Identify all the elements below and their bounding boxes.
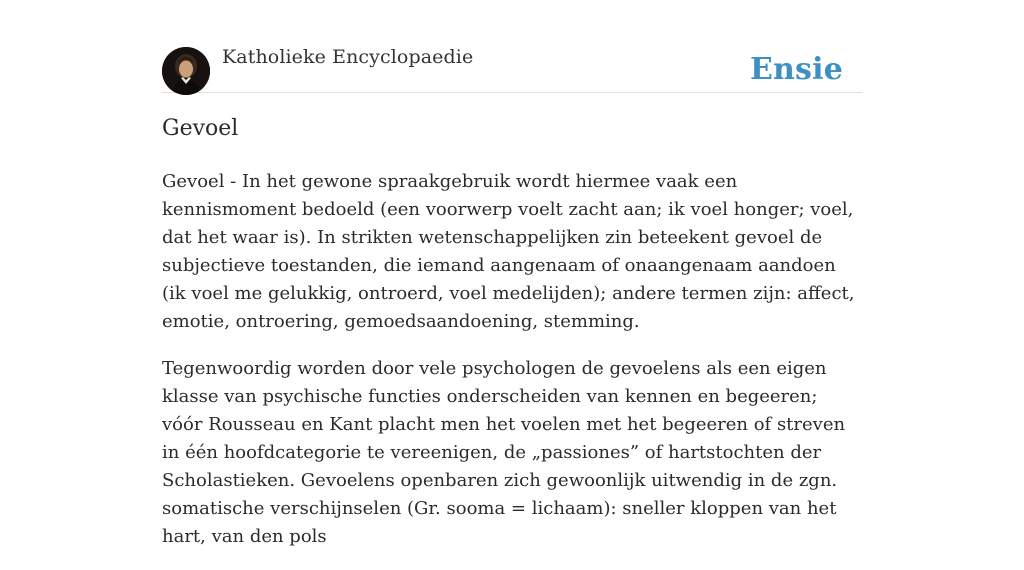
article-title: Gevoel	[162, 116, 239, 141]
author-avatar[interactable]	[162, 47, 210, 95]
portrait-avatar-icon	[162, 47, 210, 95]
page	[162, 0, 862, 547]
book-title[interactable]: Katholieke Encyclopaedie	[222, 46, 474, 68]
brand-logo[interactable]: Ensie	[749, 52, 843, 87]
header	[162, 0, 862, 93]
article-paragraph: Tegenwoordig worden door vele psychologen de gevoelens als een eigen klasse van psychische functies onderscheiden van kennen en begeeren; vóór Rousseau en Kant placht men het voelen met het begeeren of streven in één hoofdcategorie te vereenigen, de „passiones” of hartstochten der Scholastieken. Gevoelens openbaren zich gewoonlijk uitwendig in de zgn. somatische verschijnselen (Gr. sooma = lichaam): sneller kloppen van het hart, van den pols	[162, 358, 846, 547]
article-body	[162, 168, 862, 570]
article-paragraph: Gevoel - In het gewone spraakgebruik wordt hiermee vaak een kennismoment bedoeld (een voorwerp voelt zacht aan; ik voel honger; voel, dat het waar is). In strikten wetenschappelijken zin beteekent gevoel de subjectieve toestanden, die iemand aangenaam of onaangenaam aandoen (ik voel me gelukkig, ontroerd, voel medelijden); andere termen zijn: affect, emotie, ontroering, gemoedsaandoening, stemming.	[162, 171, 855, 332]
